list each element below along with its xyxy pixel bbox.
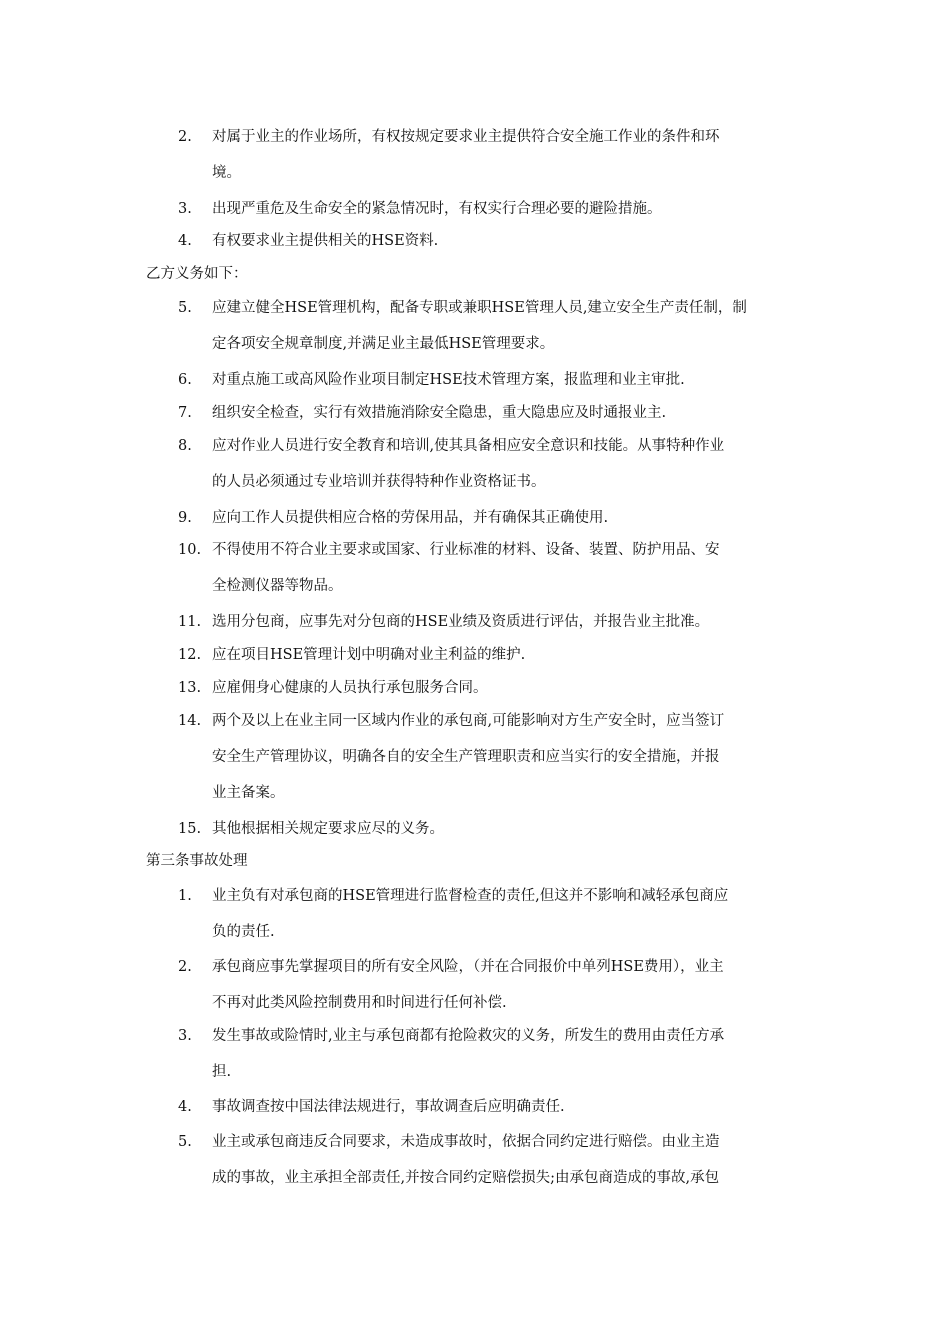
item-text-line: 应向工作人员提供相应合格的劳保用品，并有确保其正确使用. [212, 510, 609, 526]
item-text-line: 的人员必须通过专业培训并获得特种作业资格证书。 [212, 474, 546, 490]
item-text-line: 承包商应事先掌握项目的所有安全风险，（并在合同报价中单列HSE费用），业主 [212, 959, 724, 975]
item-number: 15. [178, 821, 202, 837]
item-text-line: 应雇佣身心健康的人员执行承包服务合同。 [212, 680, 488, 696]
item-number: 10. [178, 542, 202, 558]
item-text-line: 应建立健全HSE管理机构，配备专职或兼职HSE管理人员,建立安全生产责任制，制 [212, 300, 747, 316]
item-number: 5. [178, 300, 192, 316]
item-text-line: 应在项目HSE管理计划中明确对业主利益的维护. [212, 647, 526, 663]
item-text-line: 全检测仪器等物品。 [212, 578, 343, 594]
item-text-line: 安全生产管理协议，明确各自的安全生产管理职责和应当实行的安全措施，并报 [212, 749, 720, 765]
item-text [212, 395, 808, 431]
item-number: 8. [178, 438, 192, 454]
item-number: 1. [178, 888, 192, 904]
item-text [212, 811, 808, 847]
item-text [212, 532, 808, 604]
item-number: 12. [178, 647, 202, 663]
item-number: 7. [178, 405, 192, 421]
item-text [212, 878, 808, 950]
item-text [212, 637, 808, 673]
item-text-line: 担. [212, 1064, 232, 1080]
item-text [212, 223, 808, 259]
item-text [212, 1018, 808, 1090]
item-text-line: 发生事故或险情时,业主与承包商都有抢险救灾的义务，所发生的费用由责任方承 [212, 1028, 725, 1044]
item-text [212, 191, 808, 227]
item-number: 13. [178, 680, 202, 696]
item-text-line: 负的责任. [212, 924, 275, 940]
item-number: 3. [178, 201, 192, 217]
item-number: 9. [178, 510, 192, 526]
item-text-line: 事故调查按中国法律法规进行，事故调查后应明确责任. [212, 1099, 565, 1115]
item-text-line: 应对作业人员进行安全教育和培训,使其具备相应安全意识和技能。从事特种作业 [212, 438, 725, 454]
item-text-line: 境。 [212, 165, 241, 181]
item-text [212, 500, 808, 536]
item-text [212, 949, 808, 1021]
item-number: 3. [178, 1028, 192, 1044]
item-number: 4. [178, 1099, 192, 1115]
item-text-line: 两个及以上在业主同一区域内作业的承包商,可能影响对方生产安全时，应当签订 [212, 713, 725, 729]
item-text-line: 定各项安全规章制度,并满足业主最低HSE管理要求。 [212, 336, 555, 352]
obligations-heading: 乙方义务如下： [146, 266, 248, 282]
item-text [212, 428, 808, 500]
item-number: 11. [178, 614, 202, 630]
item-text-line: 其他根据相关规定要求应尽的义务。 [212, 821, 444, 837]
item-text [212, 703, 808, 811]
accident-heading: 第三条事故处理 [146, 853, 248, 869]
item-text-line: 组织安全检查，实行有效措施消除安全隐患，重大隐患应及时通报业主. [212, 405, 667, 421]
item-number: 2. [178, 959, 192, 975]
item-text [212, 362, 808, 398]
item-text [212, 119, 808, 191]
item-text-line: 业主备案。 [212, 785, 285, 801]
item-text-line: 业主或承包商违反合同要求，未造成事故时，依据合同约定进行赔偿。由业主造 [212, 1134, 720, 1150]
item-text [212, 1089, 808, 1125]
item-text-line: 业主负有对承包商的HSE管理进行监督检查的责任,但这并不影响和减轻承包商应 [212, 888, 729, 904]
item-number: 5. [178, 1134, 192, 1150]
item-number: 14. [178, 713, 202, 729]
item-text-line: 有权要求业主提供相关的HSE资料. [212, 233, 439, 249]
item-text-line: 对属于业主的作业场所，有权按规定要求业主提供符合安全施工作业的条件和环 [212, 129, 720, 145]
item-text-line: 选用分包商，应事先对分包商的HSE业绩及资质进行评估，并报告业主批准。 [212, 614, 710, 630]
item-number: 6. [178, 372, 192, 388]
item-text [212, 290, 808, 362]
item-text-line: 不再对此类风险控制费用和时间进行任何补偿. [212, 995, 507, 1011]
item-text [212, 1124, 808, 1196]
item-text-line: 出现严重危及生命安全的紧急情况时，有权实行合理必要的避险措施。 [212, 201, 662, 217]
item-text [212, 604, 808, 640]
item-number: 2. [178, 129, 192, 145]
item-text [212, 670, 808, 706]
item-text-line: 对重点施工或高风险作业项目制定HSE技术管理方案，报监理和业主审批. [212, 372, 685, 388]
item-text-line: 不得使用不符合业主要求或国家、行业标准的材料、设备、装置、防护用品、安 [212, 542, 720, 558]
item-number: 4. [178, 233, 192, 249]
item-text-line: 成的事故，业主承担全部责任,并按合同约定赔偿损失;由承包商造成的事故,承包 [212, 1170, 720, 1186]
